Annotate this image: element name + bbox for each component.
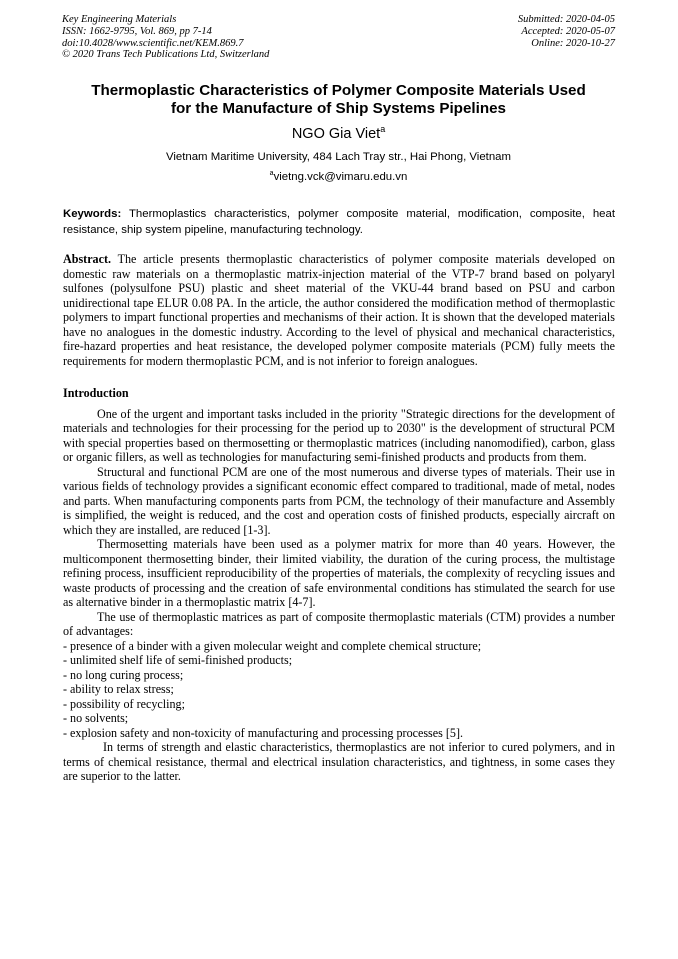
list-item: - no solvents; [63, 711, 129, 725]
journal-name: Key Engineering Materials [62, 14, 177, 25]
keywords-label: Keywords: [63, 208, 122, 220]
journal-doi: doi:10.4028/www.scientific.net/KEM.869.7 [62, 37, 244, 49]
accepted-date: Accepted: 2020-05-07 [521, 25, 615, 37]
abstract-label: Abstract. [63, 252, 112, 266]
keywords-text: Thermoplastics characteristics, polymer composite material, modification, composite, heat resistance, ship system pipeline, manufacturing technology. [63, 208, 615, 236]
keywords [63, 206, 615, 238]
email-line [62, 171, 615, 183]
author-name: NGO Gia Viet [291, 126, 381, 142]
author-line [62, 126, 615, 142]
advantages-list [63, 639, 615, 741]
journal-copyright: © 2020 Trans Tech Publications Ltd, Switzerland [62, 49, 270, 61]
closing-paragraph: In terms of strength and elastic characteristics, thermoplastics are not inferior to cured polymers, and in terms of chemical resistance, thermal and electrical insulation characteristics, and tightness, in some cases they are superior to the latter. [63, 740, 615, 783]
title-line-1: Thermoplastic Characteristics of Polymer Composite Materials Used [91, 82, 586, 99]
author-email[interactable]: vietng.vck@vimaru.edu.vn [273, 171, 408, 183]
intro-paragraph: Thermosetting materials have been used as a polymer matrix for more than 40 years. However, the multicomponent thermosetting binder, their limited viability, the duration of the curing process, the multistage refining process, insufficient reproducibility of the properties of materials, the complexity of recycling issues and waste products of processing and the creation of safe environmental conditions has stimulated the search for use as alternative binder in a thermoplastic matrix [4-7]. [63, 537, 615, 609]
online-date: Online: 2020-10-27 [531, 37, 615, 49]
email-superscript: a [269, 170, 274, 178]
introduction-heading: Introduction [63, 386, 129, 400]
list-item: - explosion safety and non-toxicity of manufacturing and processing processes [5]. [63, 725, 463, 740]
list-item: - no long curing process; [63, 667, 184, 682]
abstract-text: The article presents thermoplastic characteristics of polymer composite materials developed on domestic raw materials on a thermoplastic matrix-injection material of the VTP-7 brand based on polyaryl sulfones (polysulfone PSU) plastic and sheet material of the VKU-44 brand based on PSU and carbon unidirectional tape ELUR 0.08 PA. In the article, the author considered the modification method of thermoplastic polymers to impart functional properties and mechanisms of their action. It is shown that the developed materials have no analogues in the domestic industry. According to the level of physical and mechanical characteristics, fire-hazard properties and heat resistance, the developed polymer composite materials (PCM) fully meets the requirements for modern thermoplastic PCM, and is not inferior to foreign analogues. [63, 252, 615, 368]
list-item: - ability to relax stress; [63, 682, 174, 696]
intro-paragraph: Structural and functional PCM are one of the most numerous and diverse types of materials. Their use in various fields of technology provides a significant economic effect compared to traditional, made of metal, nodes and parts. When manufacturing components parts from PCM, the technology of their manufacture and Assembly is simplified, the weight is reduced, and the cost and operation costs of finished products, especially aircraft on which they are installed, are reduced [1-3]. [63, 464, 615, 537]
intro-paragraph: The use of thermoplastic matrices as part of composite thermoplastic materials (CTM) provides a number of advantages: [63, 609, 615, 638]
list-item: - possibility of recycling; [63, 696, 185, 711]
list-item: - presence of a binder with a given molecular weight and complete chemical structure; [63, 638, 482, 653]
title-line-2: for the Manufacture of Ship Systems Pipelines [170, 100, 507, 117]
journal-header-right [518, 14, 615, 49]
abstract [63, 252, 615, 368]
list-item: - unlimited shelf life of semi-finished products; [63, 653, 293, 667]
paper-body [63, 252, 615, 784]
submitted-date: Submitted: 2020-04-05 [517, 14, 615, 25]
paper-title [62, 82, 615, 118]
intro-paragraph: One of the urgent and important tasks included in the priority "Strategic directions for the development of materials and technologies for their processing for the period up to 2030" is the development of structural PCM with special properties based on thermosetting or thermoplastic matrices (including nanomodified), carbon, glass or organic fillers, as well as technologies for manufacturing semi-finished products and products from them. [63, 406, 615, 464]
author-superscript: a [380, 124, 386, 135]
affiliation: Vietnam Maritime University, 484 Lach Tray str., Hai Phong, Vietnam [165, 151, 512, 163]
journal-issn: ISSN: 1662-9795, Vol. 869, pp 7-14 [62, 25, 212, 37]
journal-header-left [62, 14, 269, 61]
